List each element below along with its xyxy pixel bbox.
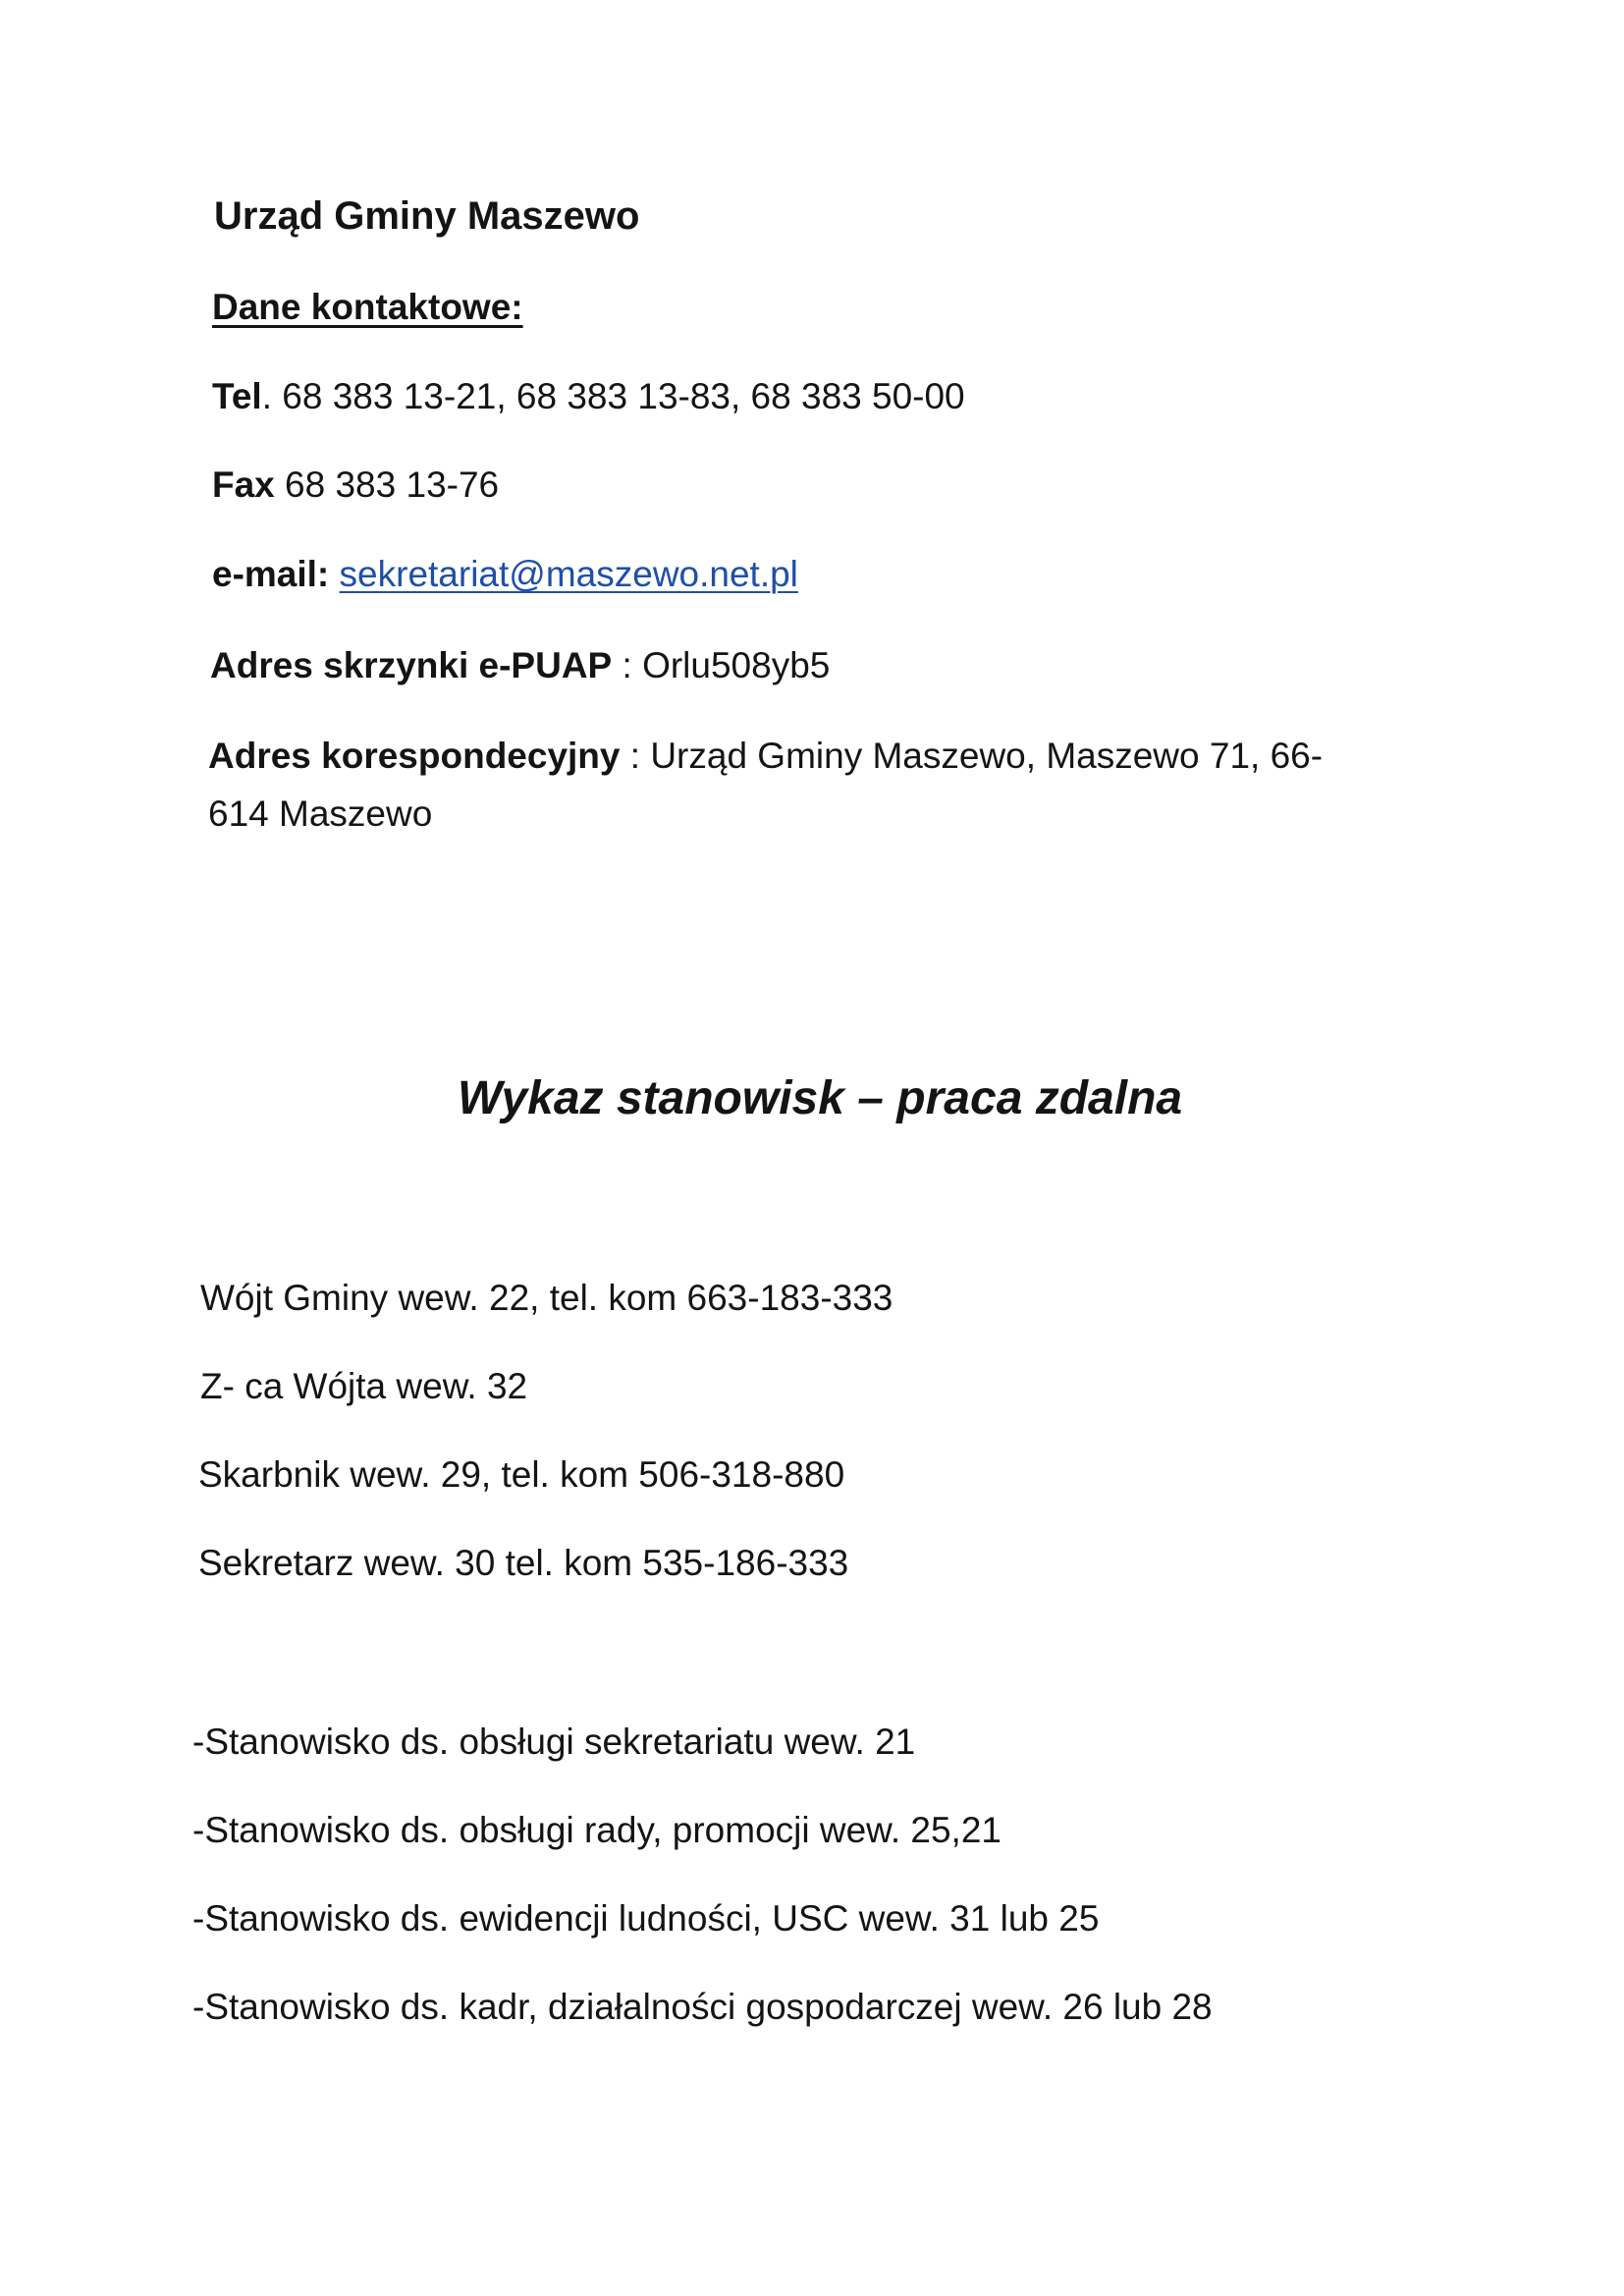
fax-line (212, 464, 499, 507)
official-item: Z- ca Wójta wew. 32 (200, 1366, 528, 1406)
email-link[interactable]: sekretariat@maszewo.net.pl (339, 554, 798, 594)
fax-label: Fax (212, 465, 275, 505)
address-value: : Urząd Gminy Maszewo, Maszewo 71, 66- (620, 736, 1324, 776)
epuap-label: Adres skrzynki e-PUAP (210, 645, 613, 685)
address-line-2: 614 Maszewo (208, 793, 433, 834)
epuap-value: : Orlu508yb5 (612, 645, 831, 685)
epuap-line (210, 644, 830, 687)
section-title: Wykaz stanowisk – praca zdalna (458, 1072, 1183, 1124)
official-item: Wójt Gminy wew. 22, tel. kom 663-183-333 (200, 1278, 893, 1318)
position-item: -Stanowisko ds. obsługi sekretariatu wew. 21 (192, 1722, 916, 1762)
address-line-1 (208, 735, 1323, 778)
phone-line (212, 375, 965, 418)
position-item: -Stanowisko ds. obsługi rady, promocji wew. 25,21 (192, 1810, 1001, 1850)
official-item: Sekretarz wew. 30 tel. kom 535-186-333 (198, 1543, 849, 1583)
contacts-heading: Dane kontaktowe: (212, 287, 523, 327)
official-item: Skarbnik wew. 29, tel. kom 506-318-880 (198, 1454, 845, 1495)
phone-value: . 68 383 13-21, 68 383 13-83, 68 383 50-00 (261, 376, 965, 416)
position-item: -Stanowisko ds. ewidencji ludności, USC wew. 31 lub 25 (192, 1898, 1100, 1939)
address-label: Adres korespondecyjny (208, 736, 621, 776)
email-label: e-mail: (212, 554, 330, 594)
phone-label: Tel (212, 376, 262, 416)
fax-value: 68 383 13-76 (274, 465, 500, 505)
office-title: Urząd Gminy Maszewo (214, 194, 640, 238)
position-item: -Stanowisko ds. kadr, działalności gospodarczej wew. 26 lub 28 (192, 1987, 1213, 2027)
email-line (212, 553, 798, 596)
